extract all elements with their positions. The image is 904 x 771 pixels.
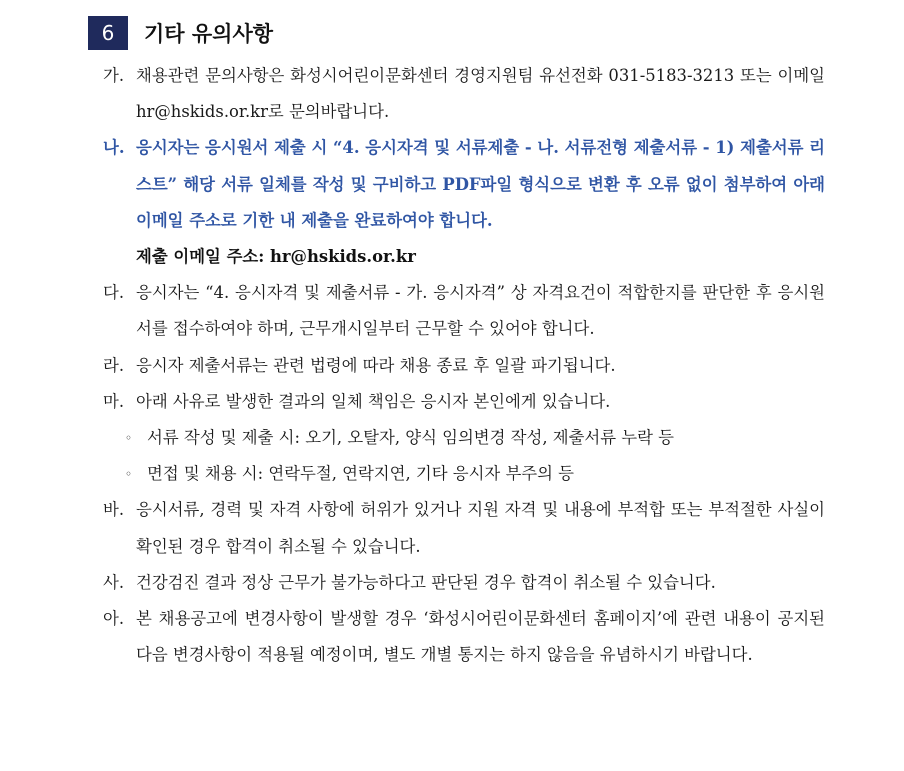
sub-bullet-item	[103, 420, 825, 456]
notice-item-a	[103, 601, 825, 673]
item-text: 응시자는 “4. 응시자격 및 제출서류 - 가. 응시자격” 상 자격요건이 적합한지를 판단한 후 응시원서를 접수하여야 하며, 근무개시일부터 근무할 수 있어야 합니다.	[136, 283, 825, 339]
notice-item-ba	[103, 492, 825, 564]
section-header	[88, 16, 273, 50]
notice-item-ra	[103, 348, 825, 384]
notice-item-sa	[103, 565, 825, 601]
notice-item-na	[103, 130, 825, 239]
bullet-icon: ◦	[125, 431, 133, 446]
item-text: 채용관련 문의사항은 화성시어린이문화센터 경영지원팀 유선전화 031-5183-3213 또는 이메일 hr@hskids.or.kr로 문의바랍니다.	[136, 66, 825, 122]
notice-item-ma	[103, 384, 825, 420]
item-text: 아래 사유로 발생한 결과의 일체 책임은 응시자 본인에게 있습니다.	[136, 391, 611, 411]
notice-list	[103, 58, 825, 673]
notice-item-ga	[103, 58, 825, 130]
item-marker: 사.	[103, 572, 125, 592]
notice-item-da	[103, 275, 825, 347]
item-text: 건강검진 결과 정상 근무가 불가능하다고 판단된 경우 합격이 취소될 수 있습니다.	[136, 572, 716, 592]
item-marker: 다.	[103, 283, 125, 303]
bullet-icon: ◦	[125, 467, 133, 482]
section-title: 기타 유의사항	[144, 22, 274, 46]
bullet-text: 서류 작성 및 제출 시: 오기, 오탈자, 양식 임의변경 작성, 제출서류 누락 등	[147, 428, 675, 448]
item-text: 본 채용공고에 변경사항이 발생할 경우 ‘화성시어린이문화센터 홈페이지’에 관련 내용이 공지된 다음 변경사항이 적용될 예정이며, 별도 개별 통지는 하지 않음을 유념하시기 바랍니다.	[136, 609, 825, 665]
sub-bullet-item	[103, 456, 825, 492]
item-marker: 아.	[103, 609, 125, 629]
item-text: 응시자 제출서류는 관련 법령에 따라 채용 종료 후 일괄 파기됩니다.	[136, 355, 616, 375]
bullet-text: 면접 및 채용 시: 연락두절, 연락지연, 기타 응시자 부주의 등	[147, 464, 574, 484]
item-marker: 가.	[103, 66, 125, 85]
item-marker: 마.	[103, 391, 125, 411]
submission-email-line: 제출 이메일 주소: hr@hskids.or.kr	[136, 247, 416, 267]
section-number-badge: 6	[88, 16, 128, 50]
item-marker: 라.	[103, 355, 125, 375]
item-marker: 나.	[103, 138, 125, 158]
item-marker: 바.	[103, 500, 125, 520]
item-text: 응시서류, 경력 및 자격 사항에 허위가 있거나 지원 자격 및 내용에 부적합 또는 부적절한 사실이 확인된 경우 합격이 취소될 수 있습니다.	[136, 500, 825, 556]
item-text: 응시자는 응시원서 제출 시 “4. 응시자격 및 서류제출 - 나. 서류전형 제출서류 - 1) 제출서류 리스트” 해당 서류 일체를 작성 및 구비하고 PDF파일 형식으로 변환 후 오류 없이 첨부하여 아래 이메일 주소로 기한 내 제출을 완료하여야 합니다.	[136, 138, 825, 230]
